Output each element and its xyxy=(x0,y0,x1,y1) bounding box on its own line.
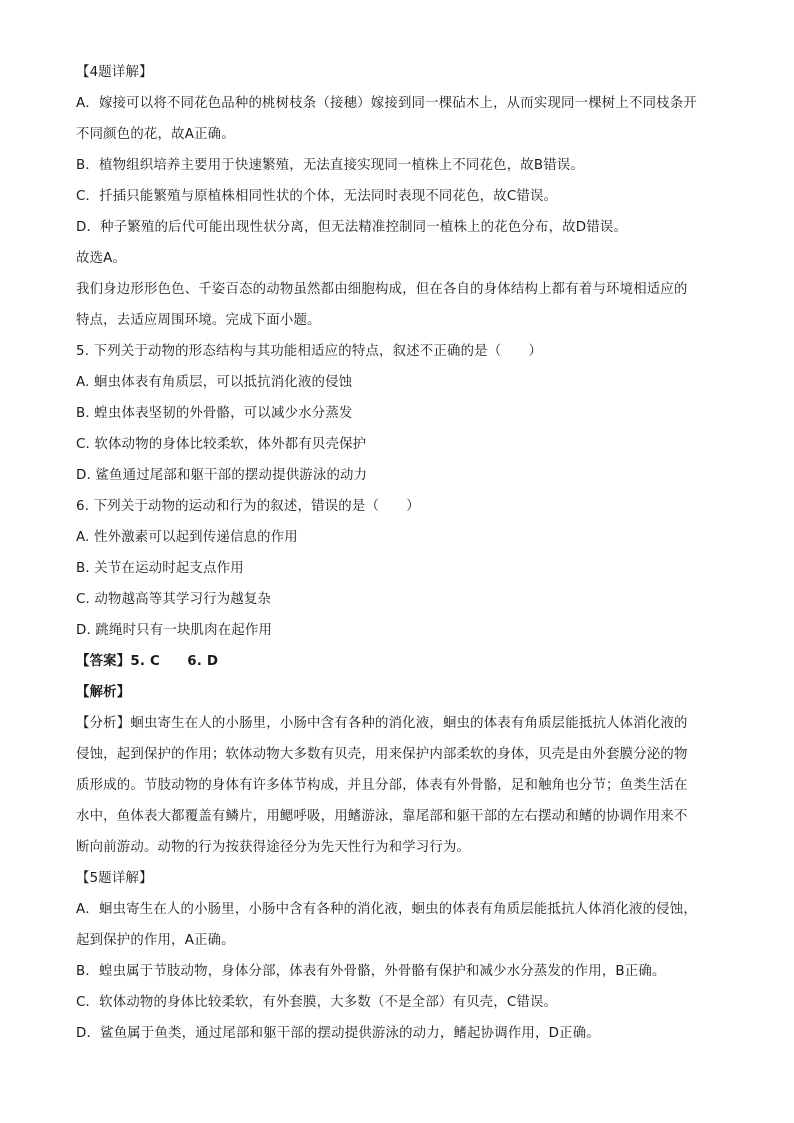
text-line: B．蝗虫属于节肢动物，身体分部，体表有外骨骼，外骨骼有保护和减少水分蒸发的作用，B正确。 xyxy=(76,964,666,979)
question-5-option-d: D. 鲨鱼通过尾部和躯干部的摆动提供游泳的动力 xyxy=(76,468,368,483)
text-line: 特点，去适应周围环境。完成下面小题。 xyxy=(76,313,321,328)
text-line: 【分析】蛔虫寄生在人的小肠里，小肠中含有各种的消化液，蛔虫的体表有角质层能抵抗人体消化液的 xyxy=(76,716,688,731)
answer-line: 【答案】5. C 6. D xyxy=(76,654,219,669)
text-line: 侵蚀，起到保护的作用；软体动物大多数有贝壳，用来保护内部柔软的身体，贝壳是由外套膜分泌的物 xyxy=(76,747,688,762)
question-6-option-a: A. 性外激素可以起到传递信息的作用 xyxy=(76,530,298,545)
question-5-option-c: C. 软体动物的身体比较柔软，体外都有贝壳保护 xyxy=(76,437,367,452)
text-line: C．软体动物的身体比较柔软，有外套膜，大多数（不是全部）有贝壳，C错误。 xyxy=(76,995,558,1010)
question-6-option-b: B. 关节在运动时起支点作用 xyxy=(76,561,244,576)
text-line: A．蛔虫寄生在人的小肠里，小肠中含有各种的消化液，蛔虫的体表有角质层能抵抗人体消化液的侵蚀， xyxy=(76,902,697,917)
section-heading-q5-detail: 【5题详解】 xyxy=(76,871,153,886)
text-line: 水中，鱼体表大都覆盖有鳞片，用鳃呼吸，用鳍游泳，靠尾部和躯干部的左右摆动和鳍的协调作用来不 xyxy=(76,809,688,824)
question-6-option-d: D. 跳绳时只有一块肌肉在起作用 xyxy=(76,623,273,638)
text-line: 质形成的。节肢动物的身体有许多体节构成，并且分部，体表有外骨骼，足和触角也分节；鱼类生活在 xyxy=(76,778,688,793)
text-line: 断向前游动。动物的行为按获得途径分为先天性行为和学习行为。 xyxy=(76,840,471,855)
text-line: A．嫁接可以将不同花色品种的桃树枝条（接穗）嫁接到同一棵砧木上，从而实现同一棵树上不同枝条开 xyxy=(76,96,697,111)
question-5-option-b: B. 蝗虫体表坚韧的外骨骼，可以减少水分蒸发 xyxy=(76,406,353,421)
text-line: D．鲨鱼属于鱼类，通过尾部和躯干部的摆动提供游泳的动力，鳍起协调作用，D正确。 xyxy=(76,1026,600,1041)
question-5-option-a: A. 蛔虫体表有角质层，可以抵抗消化液的侵蚀 xyxy=(76,375,353,390)
analysis-heading: 【解析】 xyxy=(76,685,131,700)
text-line: D．种子繁殖的后代可能出现性状分离，但无法精准控制同一植株上的花色分布，故D错误。 xyxy=(76,220,628,235)
text-line: 不同颜色的花，故A正确。 xyxy=(76,127,235,142)
question-6-option-c: C. 动物越高等其学习行为越复杂 xyxy=(76,592,272,607)
text-line: 起到保护的作用，A正确。 xyxy=(76,933,235,948)
text-line: 故选A。 xyxy=(76,251,127,266)
text-line: C．扦插只能繁殖与原植株相同性状的个体，无法同时表现不同花色，故C错误。 xyxy=(76,189,558,204)
question-5-stem: 5. 下列关于动物的形态结构与其功能相适应的特点，叙述不正确的是（ ） xyxy=(76,344,543,359)
text-line: 我们身边形形色色、千姿百态的动物虽然都由细胞构成，但在各自的身体结构上都有着与环境相适应的 xyxy=(76,282,688,297)
text-line: B．植物组织培养主要用于快速繁殖，无法直接实现同一植株上不同花色，故B错误。 xyxy=(76,158,585,173)
section-heading-q4-detail: 【4题详解】 xyxy=(76,65,153,80)
question-6-stem: 6. 下列关于动物的运动和行为的叙述，错误的是（ ） xyxy=(76,499,420,514)
